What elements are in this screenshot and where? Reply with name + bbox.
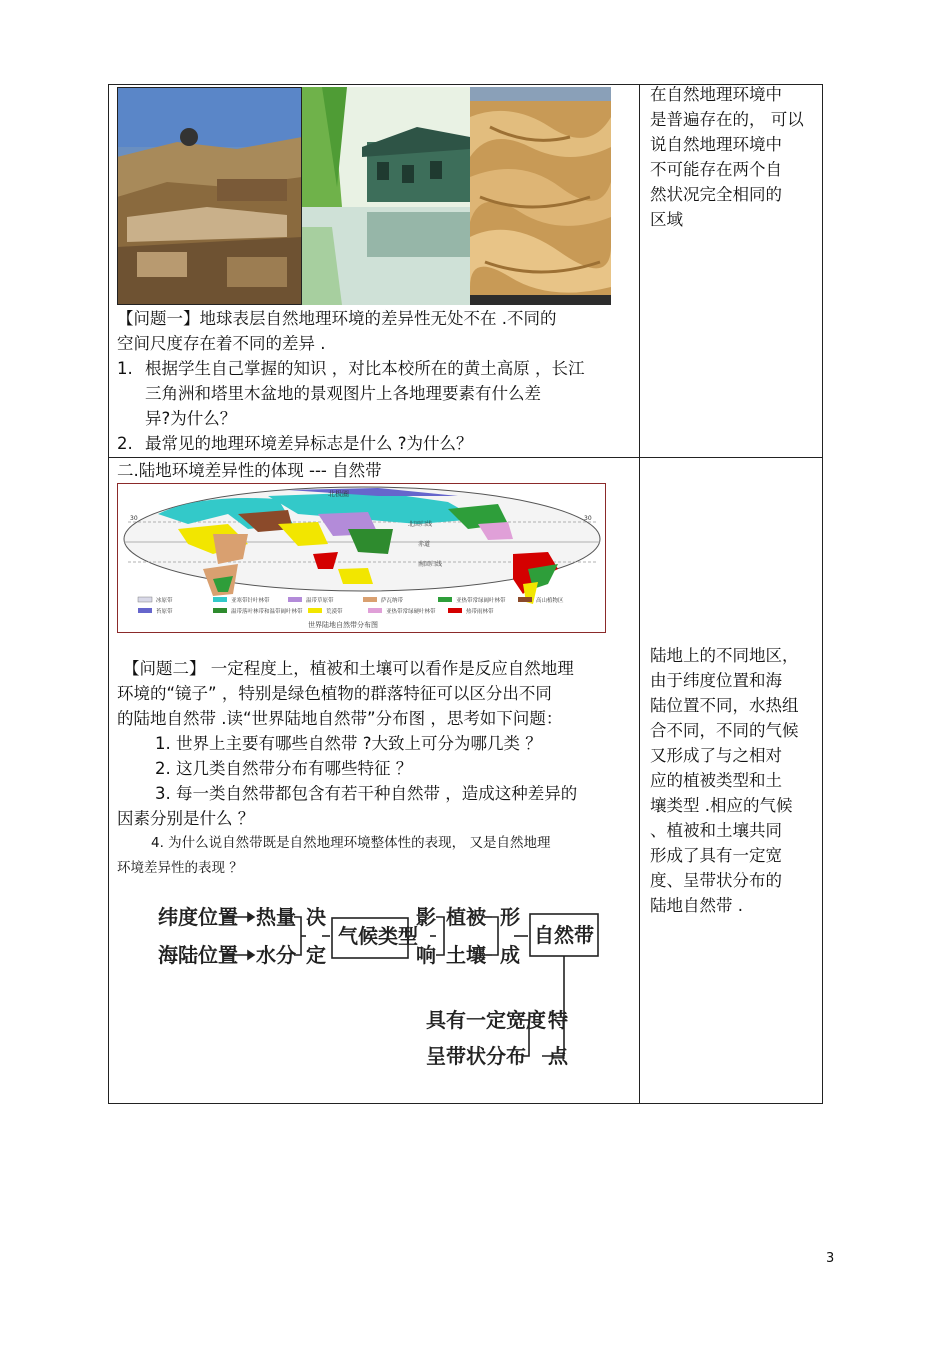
section-title: 二.陆地环境差异性的体现 --- 自然带	[117, 461, 382, 480]
question-one-title: 【问题一】地球表层自然地理环境的差异性无处不在 .不同的	[117, 309, 557, 328]
side-line: 由于纬度位置和海	[650, 671, 782, 690]
map-legend	[138, 596, 564, 615]
legend-label: 温带草原带	[306, 598, 334, 604]
side-line: 应的植被类型和土	[650, 771, 782, 790]
loess-plateau-photo	[117, 87, 302, 305]
side-line: 又形成了与之相对	[650, 746, 782, 765]
map-equator-label: 赤道	[418, 541, 431, 548]
map-arctic-label: 北极圈	[328, 490, 349, 498]
question-one-title-cont: 空间尺度存在着不同的差异 .	[117, 334, 326, 353]
legend-label: 亚热带常绿阔叶林带	[456, 598, 506, 604]
flow-latitude: 纬度位置	[158, 905, 238, 929]
question-two-item: 1. 世界上主要有哪些自然带 ?大致上可分为哪几类 ？	[155, 734, 542, 753]
flow-sea-land: 海陆位置	[158, 943, 238, 967]
legend-label: 苔原带	[156, 609, 173, 615]
question-two-item4: 4. 为什么说自然带既是自然地理环境整体性的表现， 又是自然地理	[151, 835, 551, 851]
side-line: 壤类型 .相应的气候	[650, 796, 793, 815]
question-two-line2: 环境的“镜子” ，特别是绿色植物的群落特征可以区分出不同	[117, 684, 552, 703]
flow-soil: 土壤	[446, 943, 486, 967]
legend-label: 荒漠带	[326, 609, 343, 615]
map-lat-label: 30	[584, 515, 592, 522]
page-number: 3	[826, 1251, 835, 1266]
map-lat-label: 30	[130, 515, 138, 522]
side-line: 形成了具有一定宽	[650, 846, 782, 865]
landscape-photos	[117, 87, 611, 305]
lesson-table	[108, 84, 823, 1104]
legend-label: 冰原带	[156, 598, 173, 604]
side-line: 、植被和土壤共同	[650, 821, 782, 840]
map-tropic-n-label: 北回归线	[408, 521, 433, 528]
question-two-item3-cont: 因素分别是什么 ？	[117, 809, 255, 828]
flow-influence: 响	[416, 943, 436, 967]
side-line: 在自然地理环境中	[650, 85, 782, 104]
question-two-item4-cont: 环境差异性的表现 ？	[117, 860, 243, 876]
side-line: 陆位置不同，水热组	[650, 696, 799, 715]
flow-feature-width: 具有一定宽度	[426, 1008, 546, 1032]
flow-feature-belt: 呈带状分布	[426, 1044, 526, 1068]
q1-line1: 根据学生自己掌握的知识 ，对比本校所在的黄土高原 ，长江	[145, 359, 585, 378]
side-line: 然状况完全相同的	[650, 185, 782, 204]
q1-number: 1.	[117, 359, 133, 378]
side-line: 是普遍存在的， 可以	[650, 110, 804, 129]
flow-form: 成	[500, 943, 520, 967]
flow-decide: 决	[306, 905, 326, 929]
flow-water: 水分	[256, 943, 296, 967]
side-line: 陆地上的不同地区，	[650, 646, 799, 665]
flow-characteristic: 点	[548, 1044, 568, 1068]
question-two-item: 2. 这几类自然带分布有哪些特征 ？	[155, 759, 413, 778]
legend-label: 亚寒带针叶林带	[231, 598, 270, 604]
flow-climate-type: 气候类型	[338, 924, 418, 948]
side-line: 不可能存在两个自	[650, 160, 782, 179]
q1-line2: 三角洲和塔里木盆地的景观图片上各地理要素有什么差	[145, 384, 541, 403]
yangtze-delta-photo	[302, 87, 470, 305]
question-two-line1: 【问题二】 一定程度上，植被和土壤可以看作是反应自然地理	[123, 659, 574, 678]
side-line: 合不同，不同的气候	[650, 721, 799, 740]
flow-characteristic: 特	[548, 1008, 568, 1032]
world-natural-zones-map	[117, 483, 606, 633]
flow-influence: 影	[416, 905, 436, 929]
map-caption: 世界陆地自然带分布图	[308, 621, 378, 629]
column-divider	[639, 85, 640, 1103]
legend-label: 高山植物区	[536, 598, 564, 604]
question-two-line3: 的陆地自然带 .读“世界陆地自然带”分布图 ，思考如下问题：	[117, 709, 563, 728]
q1-line3: 异?为什么？	[145, 409, 237, 428]
row2-side-note	[650, 643, 820, 918]
map-tropic-s-label: 南回归线	[418, 561, 443, 568]
flow-form: 形	[500, 905, 520, 929]
tarim-desert-photo	[470, 87, 611, 305]
side-line: 区域	[650, 210, 683, 229]
side-line: 度、呈带状分布的	[650, 871, 782, 890]
q2-text: 最常见的地理环境差异标志是什么 ?为什么？	[145, 434, 473, 453]
legend-label: 萨瓦纳带	[381, 598, 404, 604]
legend-label: 亚热带常绿硬叶林带	[386, 609, 436, 615]
flow-heat: 热量	[256, 905, 296, 929]
q2-number: 2.	[117, 434, 133, 453]
legend-label: 温带落叶林带和温带阔叶林带	[231, 609, 303, 615]
flow-vegetation: 植被	[446, 905, 486, 929]
side-line: 说自然地理环境中	[650, 135, 782, 154]
side-line: 陆地自然带 .	[650, 896, 743, 915]
flow-decide: 定	[306, 943, 326, 967]
row1-side-note	[650, 82, 820, 232]
formation-flow-diagram	[154, 900, 614, 1100]
legend-label: 热带雨林带	[466, 609, 494, 615]
flow-natural-zone: 自然带	[534, 923, 594, 947]
question-two-item: 3. 每一类自然带都包含有若干种自然带 ，造成这种差异的	[155, 784, 578, 803]
